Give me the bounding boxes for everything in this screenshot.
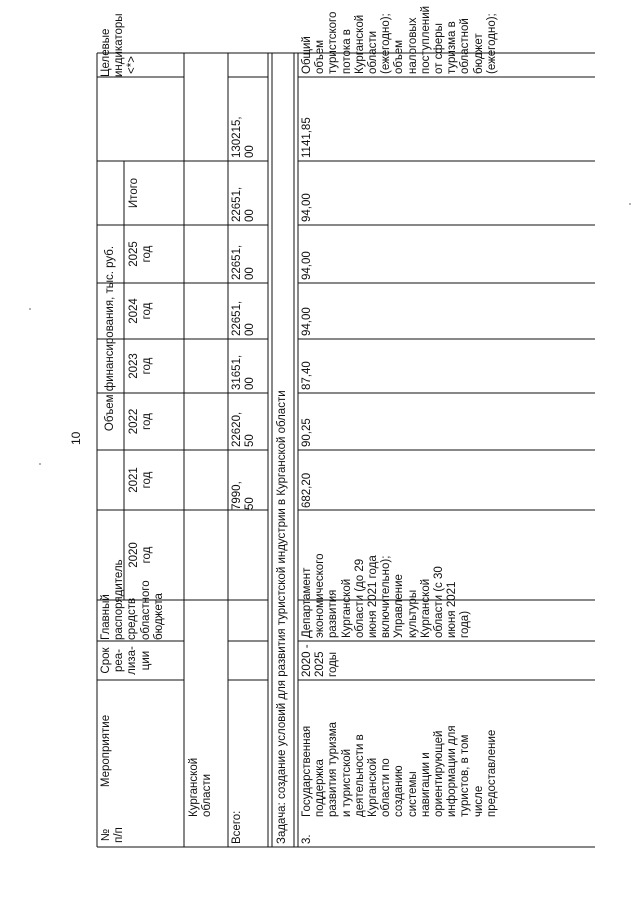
header-total-column: Итого bbox=[128, 177, 140, 209]
header-year-2020: 2020 год bbox=[128, 542, 154, 568]
total-2020: 7990, 50 bbox=[231, 481, 257, 510]
total-label: Всего: bbox=[231, 810, 243, 844]
header-year-2023: 2023 год bbox=[128, 353, 154, 379]
total-2023: 22651, 00 bbox=[231, 300, 257, 336]
header-year-2021: 2021 год bbox=[128, 467, 154, 493]
scan-speck bbox=[39, 463, 41, 465]
total-sum: 130215, 00 bbox=[231, 116, 257, 158]
row-value-2021: 90,25 bbox=[301, 418, 313, 447]
total-2021: 22620, 50 bbox=[231, 411, 257, 447]
header-year-2022: 2022 год bbox=[128, 408, 154, 435]
row-indicators: Общий объем туристского потока в Курганской области (ежегодно); объем налоговых поступлений от сферы туризма в областной бюджет (ежегодно); bbox=[301, 5, 498, 74]
row-value-2022: 87,40 bbox=[301, 361, 313, 390]
scan-speck bbox=[629, 203, 631, 205]
header-event: Мероприятие bbox=[100, 714, 112, 788]
row-value-2025: 94,00 bbox=[301, 193, 313, 222]
row-value-total: 1141,85 bbox=[301, 117, 313, 158]
header-number: № п/п bbox=[100, 827, 126, 843]
total-2022: 31651, 00 bbox=[231, 354, 257, 390]
total-2024: 22651, 00 bbox=[231, 244, 257, 280]
header-indicators: Целевые индикаторы <*> bbox=[100, 13, 139, 77]
row-number: 3. bbox=[301, 834, 313, 844]
row-value-2020: 682,20 bbox=[301, 472, 313, 508]
page-number: 10 bbox=[69, 431, 83, 445]
header-financing: Объем финансирования, тыс. руб. bbox=[104, 245, 116, 432]
scan-speck bbox=[29, 308, 31, 310]
row-distributor: Департамент экономического развития Курганской области (до 29 июня 2021 года включительно); Управление культуры Курганской области (с 30 июня 2021 года) bbox=[301, 553, 472, 638]
row-event: Государственная поддержка развития туризма и туристской деятельности в Курганской области по созданию системы навигации и ориентирующей информации для туристов, в том числе предоставление bbox=[301, 722, 498, 817]
header-term: Срок реа- лиза- ции bbox=[100, 646, 152, 675]
row-term: 2020 - 2025 годы bbox=[301, 644, 340, 677]
task-heading: Задача: создание условий для развития туристской индустрии в Курганской области bbox=[276, 390, 288, 844]
total-2025: 22651, 00 bbox=[231, 186, 257, 222]
region-event: Курганской области bbox=[188, 757, 214, 817]
header-distributor: Главный распорядитель средств областного бюджета bbox=[100, 559, 165, 640]
row-value-2023: 94,00 bbox=[301, 307, 313, 336]
header-year-2025: 2025 год bbox=[128, 241, 154, 267]
row-value-2024: 94,00 bbox=[301, 251, 313, 280]
header-year-2024: 2024 год bbox=[128, 298, 154, 324]
